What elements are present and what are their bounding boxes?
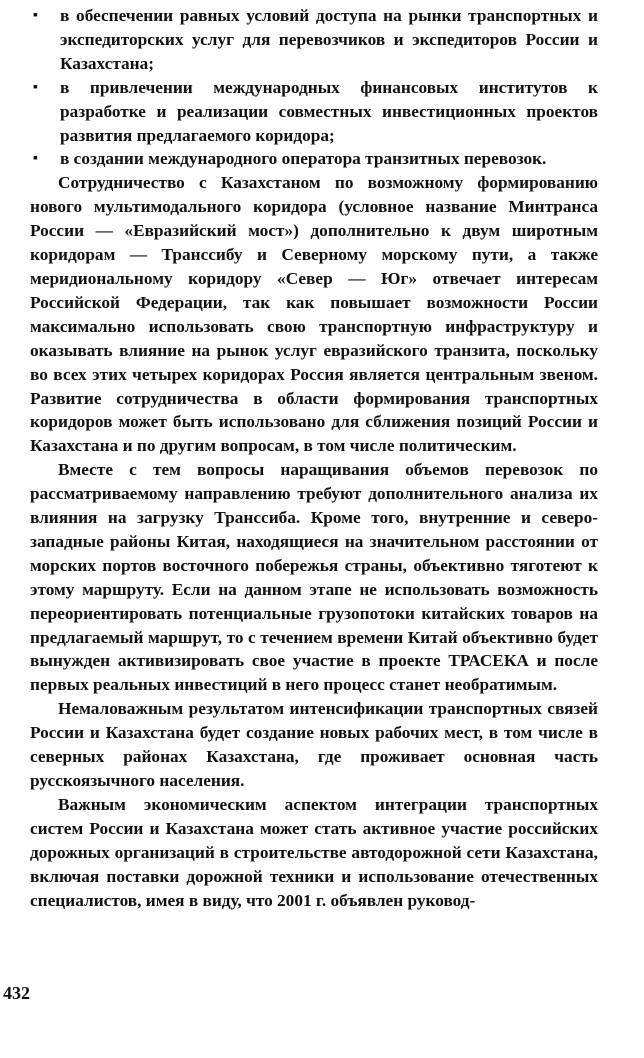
bullet-item bbox=[30, 76, 598, 148]
bullet-list bbox=[30, 4, 598, 171]
bullet-square-icon: ▪ bbox=[33, 79, 38, 95]
bullet-text: в обеспечении равных условий доступа на рынки транспортных и экспедиторских услуг для перевозчиков и экспедиторов России и Казахстана; bbox=[60, 6, 598, 73]
paragraph: Немаловажным результатом интенсификации транспортных связей России и Казахстана будет создание новых рабочих мест, в том числе в северных районах Казахстана, где проживает основная часть русскоязычного населения. bbox=[30, 699, 598, 790]
bullet-square-icon: ▪ bbox=[33, 151, 38, 167]
bullet-item bbox=[30, 147, 598, 171]
bullet-square-icon: ▪ bbox=[33, 8, 38, 23]
bullet-item bbox=[30, 4, 598, 76]
bullet-text: в привлечении международных финансовых институтов к разработке и реализации совместных инвестиционных проектов развития предлагаемого коридора; bbox=[60, 77, 598, 145]
bullet-text: в создании международного оператора транзитных перевозок. bbox=[60, 149, 547, 169]
paragraph: Важным экономическим аспектом интеграции транспортных систем России и Казахстана может стать активное участие российских дорожных организаций в строительстве автодорожной сети Казахстана, включая поставки дорожной техники и использование отечественных специалистов, имея в виду, что 2001 г. объявлен руковод- bbox=[30, 794, 598, 910]
page-number: 432 bbox=[3, 983, 30, 1003]
paragraph: Вместе с тем вопросы наращивания объемов перевозок по рассматриваемому направлению требуют дополнительного анализа их влияния на загрузку Транссиба. Кроме того, внутренние и северо-западные районы Китая, находящиеся на значительном расстоянии от морских портов восточного побережья страны, объективно тяготеют к этому маршруту. Если на данном этапе не использовать возможность переориентировать потенциальные грузопотоки китайских товаров на предлагаемый маршрут, то с течением времени Китай объективно будет вынужден активизировать свое участие в проекте ТРАСЕКА и после первых реальных инвестиций в него процесс станет необратимым. bbox=[30, 460, 598, 695]
paragraph: Сотрудничество с Казахстаном по возможному формированию нового мультимодального коридора (условное название Минтранса России — «Евразийский мост») дополнительно к двум широтным коридорам — Транссибу и Северному морскому пути, а также меридиональному коридору «Север — Юг» отвечает интересам Российской Федерации, так как повышает возможности России максимально использовать свою транспортную инфраструктуру и оказывать влияние на рынок услуг евразийского транзита, поскольку во всех этих четырех коридорах Россия является центральным звеном. Развитие сотрудничества в области формирования транспортных коридоров может быть использовано для сближения позиций России и Казахстана и по другим вопросам, в том числе политическим. bbox=[30, 173, 598, 456]
page-body bbox=[30, 4, 598, 912]
